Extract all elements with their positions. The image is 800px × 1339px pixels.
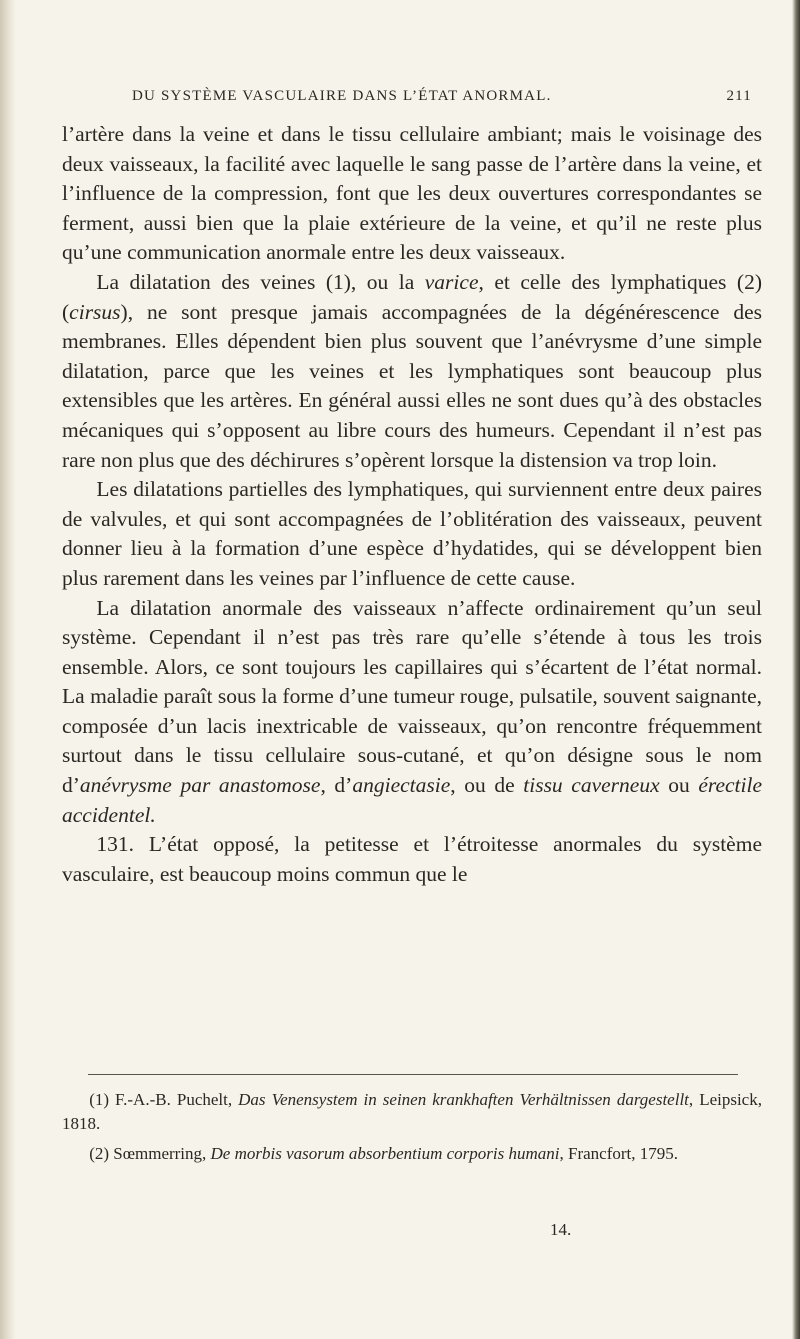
- page-number: 211: [726, 88, 752, 104]
- paragraph-1: l’artère dans la veine et dans le tissu cellulaire ambiant; mais le voisinage des deux vaisseaux, la facilité avec laquelle le sang passe de l’artère dans la veine, et l’influence de la compression, font que les deux ouvertures correspondantes se ferment, aussi bien que la plaie extérieure de la veine, et qu’il ne reste plus qu’une communication anormale entre les deux vaisseaux.: [62, 122, 762, 265]
- paragraph-4: La dilatation anormale des vaisseaux n’affecte ordinairement qu’un seul système. Cependant il n’est pas très rare qu’elle s’étende à tous les trois ensemble. Alors, ce sont toujours les capillaires qui s’écartent de l’état normal. La maladie paraît sous la forme d’une tumeur rouge, pulsatile, souvent saignante, composée d’un lacis inextricable de vaisseaux, qu’on rencontre fréquemment surtout dans le tissu cellulaire sous-cutané, et qu’on désigne sous le nom d’anévrysme par anastomose, d’angiectasie, ou de tissu caverneux ou érectile accidentel.: [62, 595, 763, 827]
- binding-shadow: [0, 0, 16, 1339]
- paragraph-3: Les dilatations partielles des lymphatiques, qui surviennent entre deux paires de valvules, et qui sont accompagnées de l’oblitération des vaisseaux, peuvent donner lieu à la formation d’une espèce d’hydatides, qui se développent bien plus rarement dans les veines par l’influence de cette cause.: [62, 477, 762, 590]
- footnotes: [62, 1088, 762, 1172]
- footnote-1: (1) F.-A.-B. Puchelt, Das Venensystem in seinen krankhaften Verhältnissen dargestellt, Leipsick, 1818.: [62, 1090, 762, 1133]
- running-header: [132, 88, 752, 112]
- body-text: [62, 120, 762, 889]
- footnote-divider: [88, 1074, 738, 1075]
- running-title: DU SYSTÈME VASCULAIRE DANS L’ÉTAT ANORMAL.: [132, 88, 552, 104]
- footnote-2: (2) Sœmmerring, De morbis vasorum absorbentium corporis humani, Francfort, 1795.: [89, 1144, 679, 1163]
- page-edge: [792, 0, 800, 1339]
- signature-mark: 14.: [550, 1220, 572, 1239]
- paragraph-5: 131. L’état opposé, la petitesse et l’étroitesse anormales du système vasculaire, est beaucoup moins commun que le: [62, 832, 762, 886]
- paragraph-2: La dilatation des veines (1), ou la varice, et celle des lymphatiques (2) (cirsus), ne sont presque jamais accompagnées de la dégénérescence des membranes. Elles dépendent bien plus souvent que l’anévrysme d’une simple dilatation, parce que les veines et les lymphatiques sont beaucoup plus extensibles que les artères. En général aussi elles ne sont dues qu’à des obstacles mécaniques qui s’opposent au libre cours des humeurs. Cependant il n’est pas rare non plus que des déchirures s’opèrent lorsque la distension va trop loin.: [62, 269, 762, 472]
